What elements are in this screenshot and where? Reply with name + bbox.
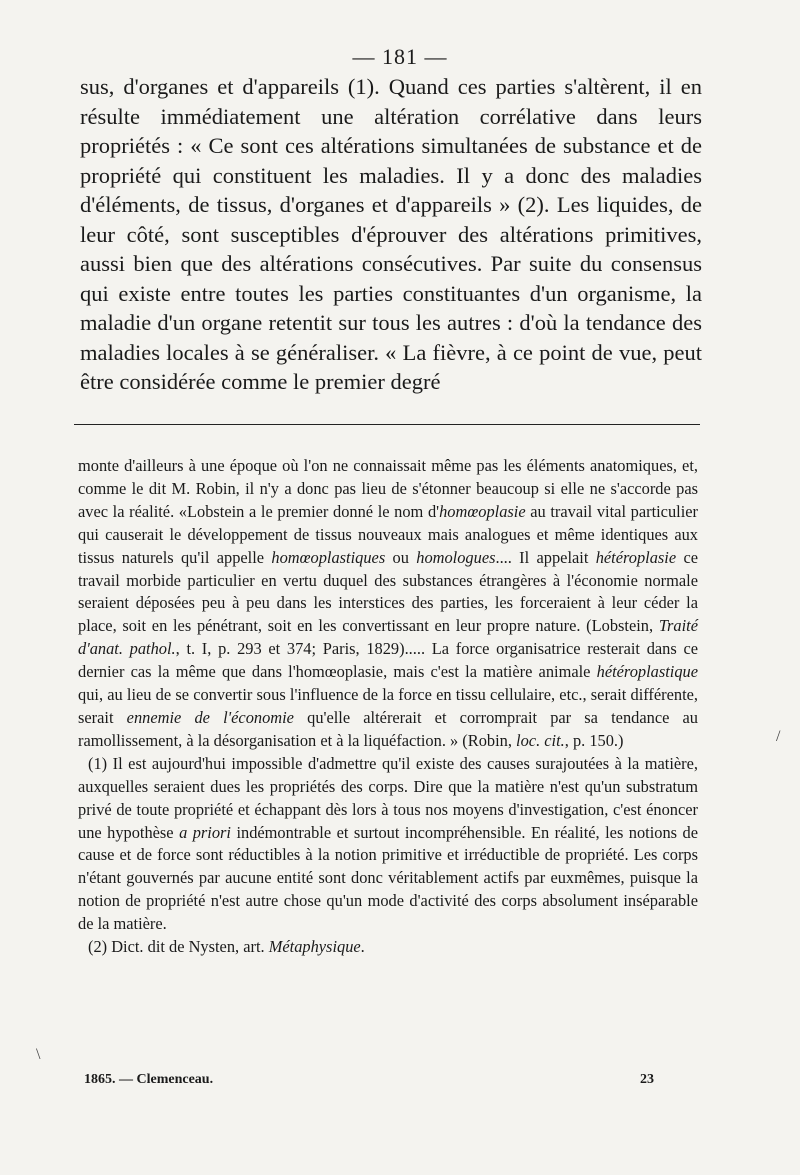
footnote-text: qui, au lieu de se convertir sous l'influence de la force en tissu cellulaire, etc., serait différente, serait xyxy=(78,685,698,727)
footnote-2 xyxy=(78,936,698,959)
footnote-text: ou xyxy=(385,547,417,567)
footnote-italic-title: Traité d'anat. pathol. xyxy=(78,616,698,659)
margin-mark-left: \ xyxy=(36,1046,41,1063)
footnote-text: indémontrable et surtout incompréhensible. En réalité, les notions de cause et de force sont réductibles à la notion primitive et irréductible de propriété. Les corps n'étant gouvernés par aucune entité sont donc véritablement actifs par euxmêmes, puisque la notion de propriété n'est autre chose qu'un mode d'activité des corps absolument inséparable de la matière. xyxy=(78,822,698,934)
footnote-italic-term: hétéroplastique xyxy=(596,662,698,682)
footnote-italic-term: homœoplasie xyxy=(439,501,526,521)
footnote-text: au travail vital particulier qui causerait le développement de tissus nouveaux mais analogues et même identiques aux tissus naturels qu'il appelle xyxy=(78,501,698,567)
footnote-text: ce travail morbide particulier en vertu duquel des substances étrangères à l'économie normale seraient déposées peu à peu dans les interstices des parties, les forceraient à leur céder la place, soit en les pénétrant, soit en les convertissant en leur propre nature. (Lobstein, xyxy=(78,547,698,636)
footnote-text: . xyxy=(360,937,365,957)
footnote-italic-term: homœoplastiques xyxy=(271,547,386,567)
footnote-text: , p. 150.) xyxy=(564,730,624,750)
printer-signature: 1865. — Clemenceau. xyxy=(84,1072,214,1087)
footnote-italic-term: homologues xyxy=(416,547,496,567)
main-paragraph: sus, d'organes et d'appareils (1). Quand ces parties s'altèrent, il en résulte immédiatement une altération corrélative dans leurs propriétés : « Ce sont ces altérations simultanées de substance et de propriété qui constituent les maladies. Il y a donc des maladies d'éléments, de tissus, d'organes et d'appareils » (2). Les liquides, de leur côté, sont susceptibles d'éprouver des altérations primitives, aussi bien que des altérations consécutives. Par suite du consensus qui existe entre toutes les parties constituantes d'un organisme, la maladie d'un organe retentit sur tous les autres : d'où la tendance des maladies locales à se généraliser. « La fièvre, à ce point de vue, peut être considérée comme le premier degré xyxy=(80,74,702,394)
footnote-continued xyxy=(78,455,698,753)
footnote-text: .... Il appelait xyxy=(495,547,596,567)
footnote-text: (1) Il est aujourd'hui impossible d'admettre qu'il existe des causes surajoutées à la matière, auxquelles seraient dues les propriétés des corps. Dire que la matière n'est qu'un substratum privé de toute propriété et échappant dès lors à tous nos moyens d'investigation, c'est énoncer une hypothèse xyxy=(78,753,698,842)
footnote-italic-term: loc. cit. xyxy=(516,730,565,750)
footnotes-section xyxy=(78,455,698,959)
main-body-text xyxy=(80,72,702,397)
gathering-number: 23 xyxy=(640,1072,654,1087)
footnote-1 xyxy=(78,753,698,936)
page-footer xyxy=(84,1072,654,1088)
footnote-italic-term: ennemie de l'économie xyxy=(126,707,294,727)
margin-mark-right: / xyxy=(776,728,781,745)
footnote-text: , t. I, p. 293 et 374; Paris, 1829)..... La force organisatrice resterait dans ce dernier cas la même que dans l'homœoplasie, mais c'est la matière animale xyxy=(78,639,698,682)
footnote-italic-term: Métaphysique xyxy=(268,937,361,957)
page-number: — 181 — xyxy=(352,44,448,69)
footnote-italic-term: hétéroplasie xyxy=(595,547,677,567)
footnote-italic-term: a priori xyxy=(179,822,231,842)
footnote-text: qu'elle altérerait et corromprait par sa tendance au ramollissement, à la désorganisation et à la liquéfaction. » (Robin, xyxy=(78,707,699,750)
footnote-text: (2) Dict. dit de Nysten, art. xyxy=(88,937,269,957)
footnote-separator-rule xyxy=(74,424,700,425)
footnote-text: monte d'ailleurs à une époque où l'on ne connaissait même pas les éléments anatomiques, et, comme le dit M. Robin, il n'y a donc pas lieu de s'étonner beaucoup si elle ne s'accorde pas avec la réalité. «Lobstein a le premier donné le nom d' xyxy=(78,456,698,521)
